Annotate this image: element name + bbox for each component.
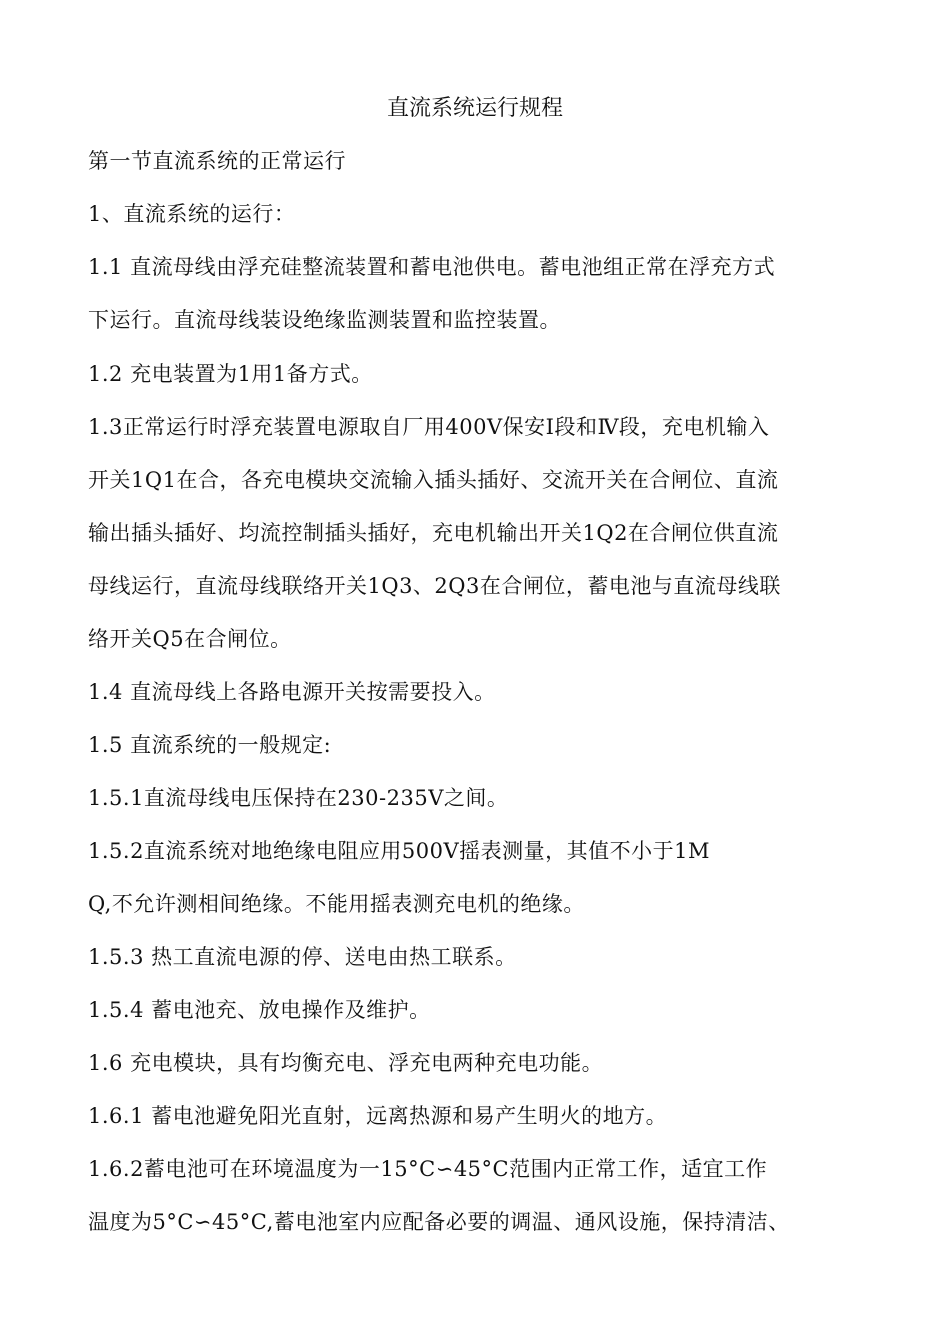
paragraph-line: 温度为5°C∽45°C,蓄电池室内应配备必要的调温、通风设施，保持清洁、 <box>88 1210 790 1234</box>
paragraph-line: 1.3正常运行时浮充装置电源取自厂用400V保安Ⅰ段和Ⅳ段，充电机输入 <box>88 415 770 439</box>
paragraph-line: Q,不允许测相间绝缘。不能用摇表测充电机的绝缘。 <box>88 892 585 916</box>
paragraph-line: 1.4 直流母线上各路电源开关按需要投入。 <box>88 680 496 704</box>
paragraph-line: 1.5.4 蓄电池充、放电操作及维护。 <box>88 998 431 1022</box>
paragraph-line: 1.5 直流系统的一般规定: <box>88 733 332 757</box>
paragraph-line: 1.6 充电模块，具有均衡充电、浮充电两种充电功能。 <box>88 1051 604 1075</box>
paragraph-line: 下运行。直流母线装设绝缘监测装置和监控装置。 <box>88 308 561 332</box>
paragraph-line: 1.5.2直流系统对地绝缘电阻应用500V摇表测量，其值不小于1M <box>88 839 711 863</box>
paragraph-line: 1.5.3 热工直流电源的停、送电由热工联系。 <box>88 945 517 969</box>
paragraph-line: 1.1 直流母线由浮充硅整流装置和蓄电池供电。蓄电池组正常在浮充方式 <box>88 255 776 279</box>
paragraph-line: 1、直流系统的运行： <box>88 202 296 226</box>
document-title: 直流系统运行规程 <box>386 96 563 121</box>
paragraph-line: 开关1Q1在合，各充电模块交流输入插头插好、交流开关在合闸位、直流 <box>88 468 779 492</box>
paragraph-line: 1.2 充电装置为1用1备方式。 <box>88 362 373 386</box>
section-heading: 第一节直流系统的正常运行 <box>88 149 346 173</box>
paragraph-line: 1.5.1直流母线电压保持在230-235V之间。 <box>88 786 509 810</box>
paragraph-line: 母线运行，直流母线联络开关1Q3、2Q3在合闸位，蓄电池与直流母线联 <box>88 574 781 598</box>
paragraph-line: 1.6.2蓄电池可在环境温度为一15°C∽45°C范围内正常工作，适宜工作 <box>88 1157 768 1181</box>
paragraph-line: 络开关Q5在合闸位。 <box>88 627 292 651</box>
paragraph-line: 1.6.1 蓄电池避免阳光直射，远离热源和易产生明火的地方。 <box>88 1104 668 1128</box>
paragraph-line: 输出插头插好、均流控制插头插好，充电机输出开关1Q2在合闸位供直流 <box>88 521 779 545</box>
